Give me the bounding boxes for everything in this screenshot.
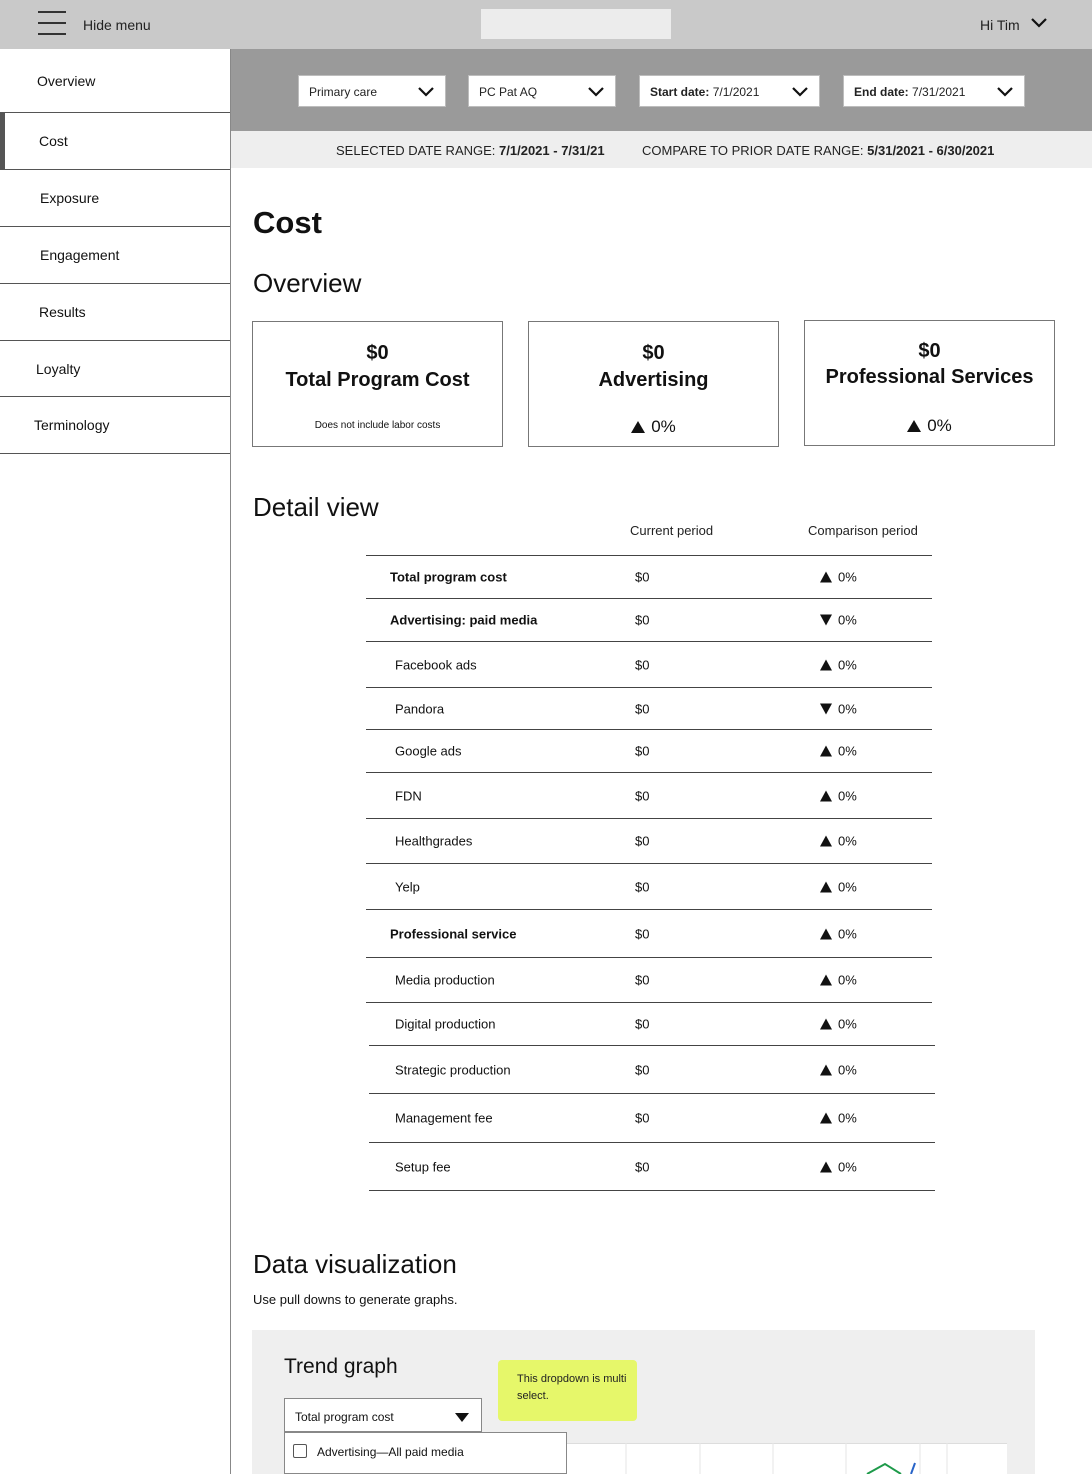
card-title: Advertising [598, 369, 709, 391]
chevron-down-icon [417, 85, 435, 99]
row-label: Advertising: paid media [390, 612, 538, 628]
row-current-value: $0 [635, 1110, 650, 1126]
row-change [820, 1062, 857, 1077]
row-current-value: $0 [635, 1062, 650, 1077]
top-search-input[interactable] [481, 9, 671, 39]
chevron-down-icon [996, 85, 1014, 99]
row-current-value: $0 [635, 701, 650, 716]
row-current-value: $0 [635, 926, 650, 941]
care-type-value: Primary care [309, 85, 378, 99]
row-label: Total program cost [390, 569, 507, 585]
sidebar-item-label: Exposure [40, 190, 100, 206]
row-label: Professional service [390, 926, 517, 941]
card-amount: $0 [642, 342, 665, 364]
chevron-down-icon [587, 85, 605, 99]
row-change [820, 1159, 857, 1174]
row-change-value: 0% [838, 657, 857, 672]
table-row [366, 819, 932, 864]
sidebar-item-loyalty[interactable] [0, 341, 230, 397]
date-range-summary [231, 131, 1092, 168]
table-row [366, 642, 932, 688]
hamburger-menu-icon[interactable] [38, 11, 66, 35]
table-row [366, 864, 932, 910]
row-label: Healthgrades [395, 833, 473, 849]
card-delta: 0% [529, 417, 778, 437]
row-current-value: $0 [635, 569, 650, 585]
row-change-value: 0% [838, 1016, 857, 1032]
sidebar-item-overview[interactable] [0, 49, 230, 113]
total-program-cost-card [252, 321, 503, 447]
row-change-value: 0% [838, 972, 857, 988]
checkbox[interactable] [293, 1444, 307, 1458]
audience-dropdown[interactable] [468, 75, 616, 107]
row-change [820, 1017, 857, 1032]
row-current-value: $0 [635, 1016, 650, 1032]
data-visualization-heading: Data visualization [253, 1249, 457, 1279]
row-current-value: $0 [635, 879, 650, 894]
row-change-value: 0% [838, 879, 857, 894]
row-change [820, 657, 857, 672]
card-amount: $0 [918, 340, 941, 362]
row-label: Setup fee [395, 1159, 451, 1174]
trend-line-green [867, 1464, 901, 1474]
hide-menu-link[interactable]: Hide menu [83, 17, 151, 33]
sidebar-item-results[interactable] [0, 284, 230, 341]
row-label: Google ads [395, 743, 462, 759]
data-visualization-subtitle: Use pull downs to generate graphs. [253, 1292, 458, 1307]
row-change-value: 0% [838, 1062, 857, 1077]
up-arrow-icon [820, 1113, 832, 1124]
card-title: Professional Services [825, 366, 1034, 388]
start-date-value: 7/1/2021 [712, 85, 760, 99]
trend-metric-dropdown[interactable] [284, 1398, 482, 1432]
table-row [366, 910, 932, 958]
sidebar-item-label: Terminology [34, 417, 110, 433]
row-current-value: $0 [635, 1159, 650, 1174]
row-change-value: 0% [838, 926, 857, 941]
sidebar-item-label: Overview [37, 72, 96, 89]
page-title: Cost [253, 205, 322, 240]
trend-metric-options [284, 1432, 567, 1474]
up-arrow-icon [820, 1161, 832, 1172]
up-arrow-icon [820, 836, 832, 847]
up-arrow-icon [820, 790, 832, 801]
up-arrow-icon [907, 420, 921, 432]
row-change-value: 0% [838, 569, 857, 585]
user-greeting[interactable]: Hi Tim [980, 17, 1020, 33]
audience-value: PC Pat AQ [479, 85, 538, 99]
row-change [820, 570, 857, 585]
start-date-label: Start date: [650, 85, 710, 99]
sidebar-item-label: Cost [39, 133, 68, 149]
row-change-value: 0% [838, 1110, 857, 1126]
top-bar [0, 0, 1092, 49]
up-arrow-icon [820, 659, 832, 670]
row-change-value: 0% [838, 1159, 857, 1174]
row-label: Media production [395, 972, 495, 988]
current-period-header: Current period [630, 523, 714, 538]
annotation-sticky-note: This dropdown is multi select. [498, 1360, 637, 1421]
up-arrow-icon [820, 746, 832, 757]
overview-heading: Overview [253, 268, 362, 298]
sidebar-item-terminology[interactable] [0, 397, 230, 454]
row-change [820, 1111, 857, 1126]
card-amount: $0 [366, 342, 389, 364]
trend-metric-value: Total program cost [295, 1410, 394, 1424]
option-advertising-all-paid-media[interactable] [293, 1444, 464, 1459]
row-label: Facebook ads [395, 657, 477, 672]
selected-date-range: SELECTED DATE RANGE: 7/1/2021 - 7/31/21 [336, 143, 605, 158]
trend-line-blue [911, 1463, 915, 1474]
row-change [820, 926, 857, 941]
row-label: Management fee [395, 1110, 493, 1126]
row-change [820, 973, 857, 988]
row-label: Pandora [395, 701, 445, 716]
care-type-dropdown[interactable] [298, 75, 446, 107]
row-label: FDN [395, 788, 422, 803]
down-arrow-icon [820, 703, 832, 714]
card-title: Total Program Cost [285, 369, 470, 391]
up-arrow-icon [820, 1064, 832, 1075]
end-date-label: End date: [854, 85, 909, 99]
row-current-value: $0 [635, 972, 650, 988]
card-delta: 0% [805, 416, 1054, 436]
row-current-value: $0 [635, 612, 650, 628]
down-arrow-icon [820, 615, 832, 626]
up-arrow-icon [820, 881, 832, 892]
table-row [369, 1003, 935, 1046]
row-change [820, 613, 857, 628]
up-arrow-icon [631, 421, 645, 433]
table-row [366, 599, 932, 642]
chevron-down-icon[interactable] [1030, 16, 1048, 30]
row-change [820, 879, 857, 894]
trend-graph-title: Trend graph [284, 1355, 398, 1378]
table-row [369, 1046, 935, 1094]
filter-bar [231, 49, 1092, 131]
sidebar-item-label: Engagement [40, 247, 120, 263]
row-label: Strategic production [395, 1062, 511, 1077]
end-date-value: 7/31/2021 [912, 85, 966, 99]
row-change-value: 0% [838, 833, 857, 849]
row-change [820, 788, 857, 803]
table-row [366, 730, 932, 773]
row-label: Yelp [395, 879, 420, 894]
up-arrow-icon [820, 975, 832, 986]
row-current-value: $0 [635, 657, 650, 672]
table-row [366, 556, 932, 599]
row-change-value: 0% [838, 743, 857, 759]
detail-view-heading: Detail view [253, 492, 379, 522]
table-row [366, 958, 932, 1003]
row-label: Digital production [395, 1016, 496, 1032]
sidebar-item-engagement[interactable] [0, 227, 230, 284]
table-row [369, 1143, 935, 1191]
table-row [369, 1094, 935, 1143]
sidebar-item-cost[interactable] [0, 113, 230, 170]
advertising-card [528, 321, 779, 447]
option-label: Advertising—All paid media [317, 1445, 464, 1459]
sidebar [0, 49, 231, 1474]
card-note: Does not include labor costs [314, 420, 441, 431]
end-date-dropdown[interactable] [843, 75, 1025, 107]
professional-services-card [804, 320, 1055, 446]
up-arrow-icon [820, 1019, 832, 1030]
sidebar-item-label: Results [39, 304, 86, 320]
sidebar-item-label: Loyalty [36, 360, 81, 377]
table-row [366, 773, 932, 819]
compare-date-range: COMPARE TO PRIOR DATE RANGE: 5/31/2021 - 6/30/2021 [642, 143, 995, 158]
row-current-value: $0 [635, 833, 650, 849]
trend-chart-area [567, 1443, 1007, 1474]
table-row [366, 688, 932, 730]
row-change [820, 701, 857, 716]
chevron-down-icon [791, 85, 809, 99]
start-date-dropdown[interactable] [639, 75, 820, 107]
row-change-value: 0% [838, 788, 857, 803]
row-change [820, 834, 857, 849]
row-change-value: 0% [838, 612, 857, 628]
row-change-value: 0% [838, 701, 857, 716]
caret-down-icon [455, 1413, 469, 1422]
up-arrow-icon [820, 572, 832, 583]
sidebar-item-exposure[interactable] [0, 170, 230, 227]
row-change [820, 744, 857, 759]
row-current-value: $0 [635, 743, 650, 759]
row-current-value: $0 [635, 788, 650, 803]
comparison-period-header: Comparison period [808, 523, 918, 538]
up-arrow-icon [820, 928, 832, 939]
trend-chart [567, 1443, 1007, 1474]
